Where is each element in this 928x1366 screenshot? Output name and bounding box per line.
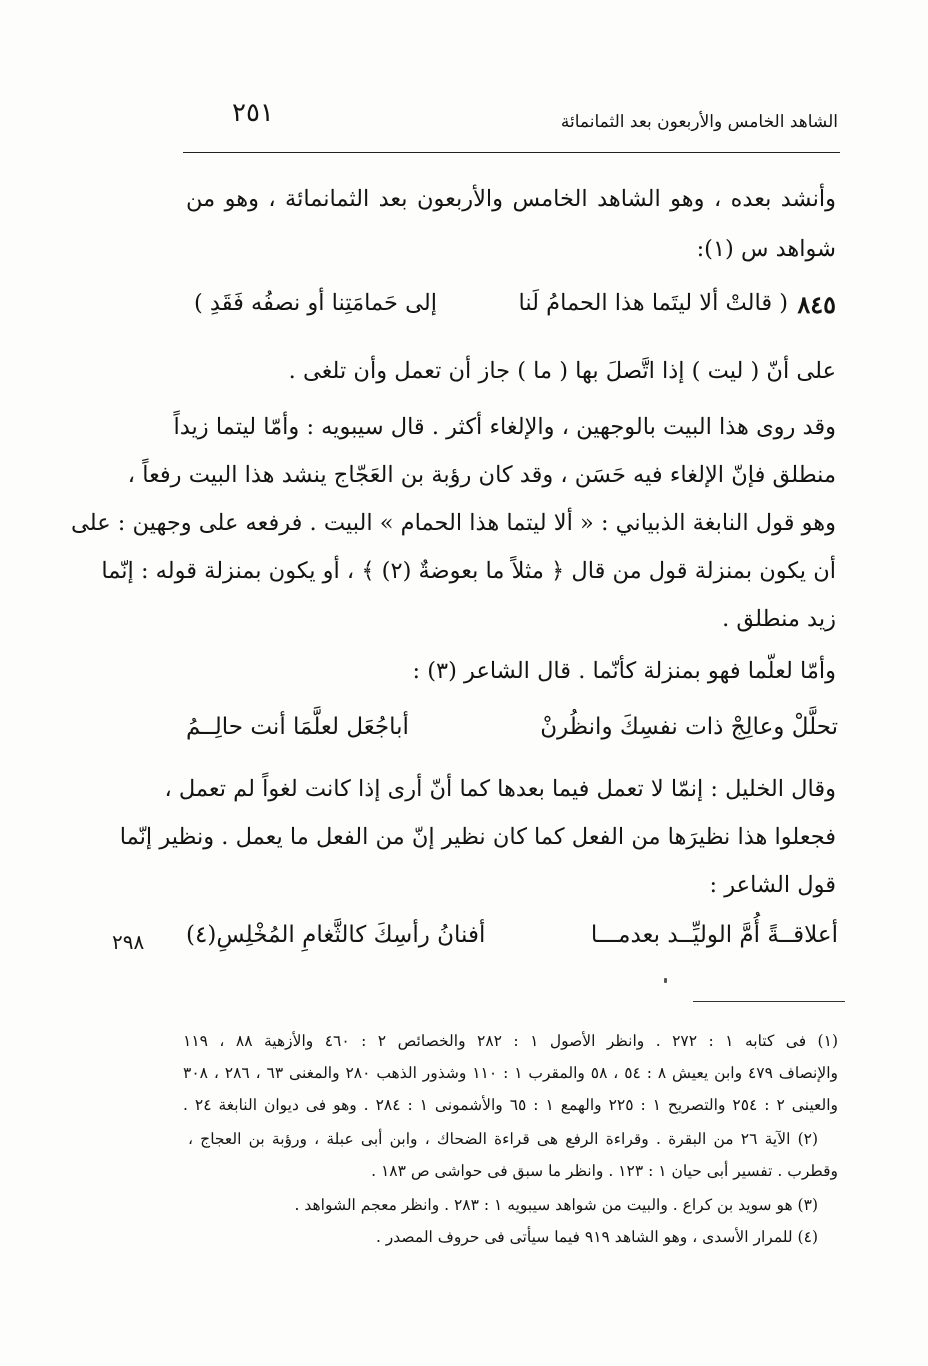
footnote-line: (٣) هو سويد بن كراع . والبيت من شواهد سيبويه ١ : ٢٨٣ . وانظر معجم الشواهد . [294, 1196, 818, 1214]
body-line: زيد منطلق . [722, 606, 836, 632]
body-line: أن يكون بمنزلة قول من قال ﴿ مثلاً ما بعوضةٌ (٢) ﴾ ، أو يكون بمنزلة قوله : إنّما [101, 558, 836, 584]
body-line: قول الشاعر : [709, 872, 836, 898]
page-number: ٢٥١ [232, 98, 274, 128]
verse-845 [186, 288, 836, 328]
poem-line [186, 712, 838, 752]
body-line: وقال الخليل : إنمّا لا تعمل فيما بعدها كما أنّ أرى إذا كانت لغواً لم تعمل ، [164, 776, 836, 802]
body-line: على أنّ ( ليت ) إذا اتَّصلَ بها ( ما ) جاز أن تعمل وأن تلغى . [288, 358, 836, 384]
footnote-line: (٢) الآية ٢٦ من البقرة . وقراءة الرفع هى قراءة الضحاك ، وابن أبى عبلة ، ورؤبة بن العجاج ، [188, 1130, 819, 1148]
print-speck [664, 978, 667, 983]
poem-line [186, 920, 838, 960]
poem-hemistich-second: أباجُعَل لعلَّمَا أنت حالِــمُ [186, 714, 409, 740]
footnote-rule [693, 1001, 845, 1002]
body-line: وأمّا لعلّما فهو بمنزلة كأنّما . قال الشاعر (٣) : [412, 658, 836, 684]
poem-hemistich-first: تحلَّلْ وعالِجْ ذات نفسِكَ وانظُرنْ [540, 714, 838, 740]
verse-number: ٨٤٥ [797, 290, 836, 319]
verse-hemistich-first: ( قالتْ ألا ليتَما هذا الحمامُ لَنا [518, 290, 788, 316]
body-line: فجعلوا هذا نظيرَها من الفعل كما كان نظير إنّ من الفعل ما يعمل . ونظير إنّما [119, 824, 836, 850]
body-line: وأنشد بعده ، وهو الشاهد الخامس والأربعون بعد الثمانمائة ، وهو من [186, 186, 836, 212]
header-rule [183, 152, 840, 153]
verse-hemistich-second: إلى حَمامَتِنا أو نصفُه فَقَدِ ) [194, 290, 437, 316]
body-line: شواهد س (١): [696, 236, 836, 262]
footnote-line: (٤) للمرار الأسدى ، وهو الشاهد ٩١٩ فيما سيأتى فى حروف المصدر . [375, 1228, 818, 1246]
footnote-line: والعينى ٢ : ٢٥٤ والتصريح ١ : ٢٢٥ والهمع ١ : ٦٥ والأشمونى ١ : ٢٨٤ . وهو فى ديوان النابغة ٢٤ . [183, 1096, 839, 1114]
footnote-line: (١) فى كتابه ١ : ٢٧٢ . وانظر الأصول ١ : ٢٨٢ والخصائص ٢ : ٤٦٠ والأزهية ٨٨ ، ١١٩ [183, 1032, 838, 1050]
body-line: منطلق فإنّ الإلغاء فيه حَسَن ، وقد كان رؤبة بن العَجّاج ينشد هذا البيت رفعاً ، [127, 462, 836, 488]
footnote-line: والإنصاف ٤٧٩ وابن يعيش ٨ : ٥٤ ، ٥٨ والمقرب ١ : ١١٠ وشذور الذهب ٢٨٠ والمغنى ٦٣ ، ٢٨٦ ، ٣٠٨ [183, 1064, 838, 1082]
margin-verse-number: ٢٩٨ [112, 930, 145, 954]
body-line: وهو قول النابغة الذبياني : « ألا ليتما هذا الحمام » البيت . فرفعه على وجهين : على [71, 510, 836, 536]
footnote-line: وقطرب . تفسير أبى حيان ١ : ١٢٣ . وانظر ما سبق فى حواشى ص ١٨٣ . [371, 1162, 838, 1180]
poem-hemistich-second: أفنانُ رأسِكَ كالثَّغامِ المُخْلِسِ(٤) [186, 922, 486, 948]
running-title: الشاهد الخامس والأربعون بعد الثمانمائة [560, 112, 838, 132]
poem-hemistich-first: أعلاقــةً أُمَّ الوليِّــد بعدمـــا [590, 922, 838, 948]
body-line: وقد روى هذا البيت بالوجهين ، والإلغاء أكثر . قال سيبويه : وأمّا ليتما زيداً [173, 414, 836, 440]
